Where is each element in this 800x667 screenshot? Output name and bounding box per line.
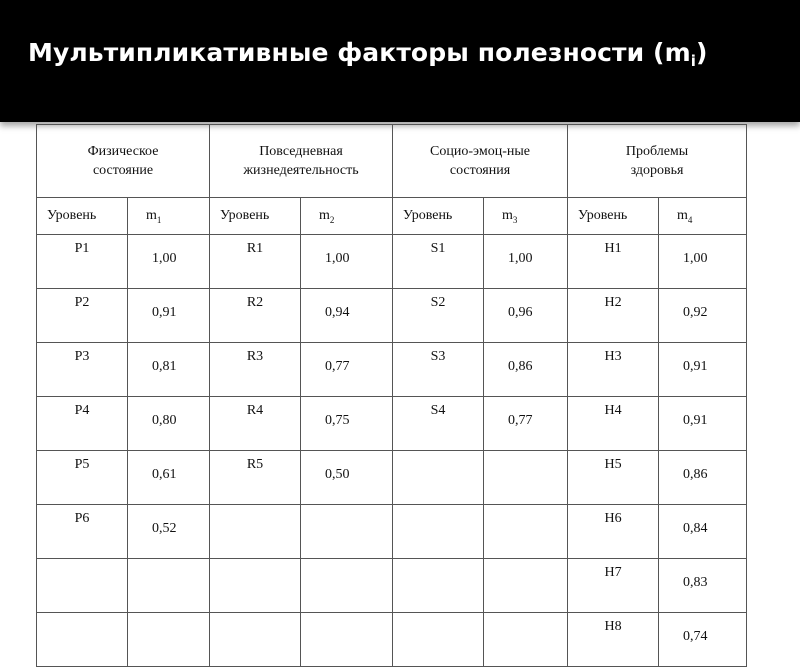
level-header: Уровень [210, 198, 301, 235]
factor-value-cell: 0,86 [484, 343, 568, 397]
level-cell: H6 [568, 505, 659, 559]
group-header-daily-activity [210, 125, 393, 198]
level-cell: H3 [568, 343, 659, 397]
table-row [37, 343, 747, 397]
factor-value-cell: 0,91 [659, 343, 747, 397]
factor-value-cell: 1,00 [128, 235, 210, 289]
level-cell: R5 [210, 451, 301, 505]
level-cell: R3 [210, 343, 301, 397]
level-cell: R1 [210, 235, 301, 289]
table-row [37, 505, 747, 559]
title-subscript: i [690, 52, 696, 70]
factor-value-cell [128, 613, 210, 667]
level-cell [393, 559, 484, 613]
level-cell: S4 [393, 397, 484, 451]
group-header-health-problems [568, 125, 747, 198]
m-symbol: m [677, 207, 688, 223]
table-row [37, 613, 747, 667]
factor-value-cell [484, 451, 568, 505]
m-subscript: 4 [687, 214, 693, 225]
factor-value-cell: 0,92 [659, 289, 747, 343]
table-row [37, 235, 747, 289]
m-symbol: m [319, 207, 330, 223]
table-row [37, 451, 747, 505]
level-cell: R2 [210, 289, 301, 343]
factor-value-cell [128, 559, 210, 613]
level-cell: S3 [393, 343, 484, 397]
group-header-line1: Физическое [87, 144, 159, 159]
m-symbol: m [146, 207, 157, 223]
factor-value-cell: 0,81 [128, 343, 210, 397]
factor-value-cell: 1,00 [484, 235, 568, 289]
title-suffix: ) [695, 38, 708, 67]
factor-value-cell: 0,61 [128, 451, 210, 505]
level-cell: S1 [393, 235, 484, 289]
factor-value-cell [301, 505, 393, 559]
level-cell: H5 [568, 451, 659, 505]
level-cell: H8 [568, 613, 659, 667]
factor-value-cell: 0,75 [301, 397, 393, 451]
m1-header [128, 198, 210, 235]
level-cell: P6 [37, 505, 128, 559]
level-header: Уровень [37, 198, 128, 235]
group-header-line1: Социо-эмоц-ные [430, 144, 531, 159]
m3-header [484, 198, 568, 235]
level-cell [210, 505, 301, 559]
m4-header [659, 198, 747, 235]
factor-value-cell [484, 505, 568, 559]
factor-value-cell: 0,96 [484, 289, 568, 343]
factor-value-cell: 0,84 [659, 505, 747, 559]
m2-header [301, 198, 393, 235]
group-header-socio-emotional [393, 125, 568, 198]
group-header-physical [37, 125, 210, 198]
group-header-line2: жизнедеятельность [243, 163, 359, 178]
m-subscript: 2 [329, 214, 335, 225]
factor-value-cell: 0,52 [128, 505, 210, 559]
factor-value-cell: 0,86 [659, 451, 747, 505]
factor-value-cell: 0,74 [659, 613, 747, 667]
level-cell: P5 [37, 451, 128, 505]
table-row [37, 397, 747, 451]
level-cell: R4 [210, 397, 301, 451]
factor-value-cell: 0,91 [659, 397, 747, 451]
level-cell: H2 [568, 289, 659, 343]
factor-value-cell: 0,50 [301, 451, 393, 505]
level-cell [210, 613, 301, 667]
level-cell [393, 505, 484, 559]
slide-title [28, 38, 708, 70]
factor-value-cell: 0,94 [301, 289, 393, 343]
group-header-line2: состояние [92, 163, 154, 178]
table-row [37, 559, 747, 613]
utility-factors-table [36, 124, 747, 667]
level-cell [393, 613, 484, 667]
level-cell: P4 [37, 397, 128, 451]
level-cell [393, 451, 484, 505]
level-cell: S2 [393, 289, 484, 343]
level-cell: H4 [568, 397, 659, 451]
table-row [37, 289, 747, 343]
subheader-row [37, 198, 747, 235]
factor-value-cell: 0,77 [484, 397, 568, 451]
level-header: Уровень [393, 198, 484, 235]
factor-value-cell [301, 559, 393, 613]
level-cell [37, 559, 128, 613]
factor-value-cell: 1,00 [659, 235, 747, 289]
factor-value-cell: 1,00 [301, 235, 393, 289]
m-symbol: m [502, 207, 513, 223]
factor-value-cell [484, 613, 568, 667]
level-cell [37, 613, 128, 667]
factor-value-cell: 0,80 [128, 397, 210, 451]
factor-value-cell [484, 559, 568, 613]
level-cell [210, 559, 301, 613]
factor-value-cell: 0,83 [659, 559, 747, 613]
group-header-line1: Повседневная [259, 144, 343, 159]
group-header-line2: здоровья [630, 163, 684, 178]
title-bar [0, 0, 800, 122]
m-subscript: 3 [512, 214, 518, 225]
group-header-line1: Проблемы [625, 144, 689, 159]
factor-value-cell: 0,91 [128, 289, 210, 343]
title-text: Мультипликативные факторы полезности (m [28, 38, 691, 67]
factor-value-cell [301, 613, 393, 667]
level-cell: P2 [37, 289, 128, 343]
level-cell: H1 [568, 235, 659, 289]
level-cell: P1 [37, 235, 128, 289]
level-cell: P3 [37, 343, 128, 397]
level-header: Уровень [568, 198, 659, 235]
factor-value-cell: 0,77 [301, 343, 393, 397]
level-cell: H7 [568, 559, 659, 613]
m-subscript: 1 [156, 214, 162, 225]
group-header-row [37, 125, 747, 198]
group-header-line2: состояния [449, 163, 511, 178]
